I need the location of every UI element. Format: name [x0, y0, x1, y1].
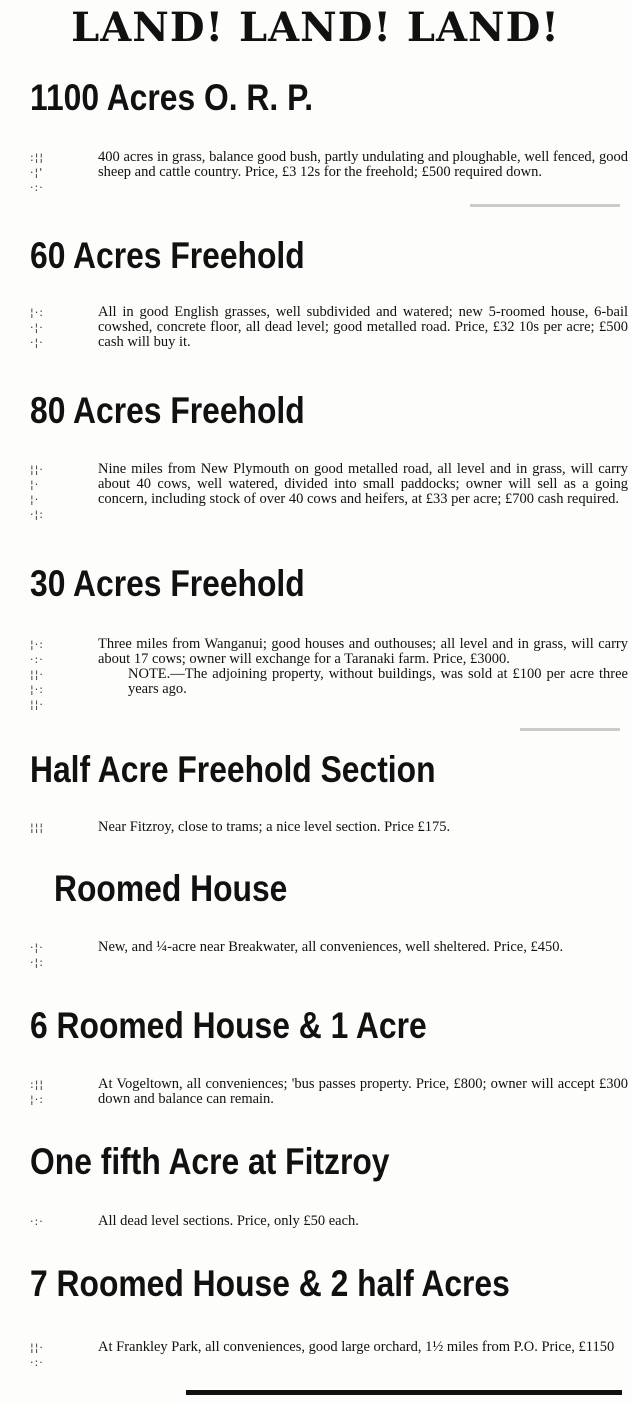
bottom-rule	[186, 1390, 622, 1395]
scan-marks: ¦¦· ¦· ¦· ·¦:	[30, 463, 44, 521]
scan-marks: :¦¦ ·¦' ·:·	[30, 151, 45, 194]
scan-marks: ¦·: ·:· ¦¦· ¦·: ¦¦·	[30, 638, 44, 711]
scan-marks: :¦¦ ¦·:	[30, 1078, 45, 1106]
listing-note-30-acres: NOTE.—The adjoining property, without buildings, was sold at £100 per acre three years ago.	[128, 666, 628, 697]
listing-heading-7-roomed: 7 Roomed House & 2 half Acres	[30, 1263, 510, 1304]
scan-marks: ¦¦· ·:·	[30, 1341, 44, 1369]
listing-body-6-roomed: At Vogeltown, all conveniences; 'bus passes property. Price, £800; owner will accept £300 down and balance can remain.	[98, 1076, 628, 1107]
listing-heading-30-acres: 30 Acres Freehold	[30, 563, 305, 604]
scan-smudge	[470, 204, 620, 207]
listing-body-roomed-house: New, and ¼-acre near Breakwater, all conveniences, well sheltered. Price, £450.	[98, 939, 564, 955]
listing-body-30-acres: Three miles from Wanganui; good houses and outhouses; all level and in grass, will carry about 17 cows; owner will exchange for a Taranaki farm. Price, £3000. NOTE.—The adjoining property, without buildings, was sold at £100 per acre three years ago.	[98, 636, 628, 697]
listing-heading-6-roomed: 6 Roomed House & 1 Acre	[30, 1005, 427, 1046]
scan-marks: ·:·	[30, 1215, 44, 1228]
scan-marks: ¦·: ·¦· ·¦·	[30, 306, 44, 349]
listing-body-one-fifth: All dead level sections. Price, only £50 each.	[98, 1213, 359, 1229]
listing-heading-roomed-house: Roomed House	[54, 868, 288, 909]
listing-body-half-acre: Near Fitzroy, close to trams; a nice level section. Price £175.	[98, 819, 451, 835]
listing-heading-half-acre: Half Acre Freehold Section	[30, 749, 436, 790]
scan-marks: ·¦· ·¦:	[30, 941, 44, 969]
listing-body-1100-acres: 400 acres in grass, balance good bush, partly undulating and ploughable, well fenced, good sheep and cattle country. Price, £3 12s for the freehold; £500 required down.	[98, 149, 628, 180]
listing-heading-80-acres: 80 Acres Freehold	[30, 390, 305, 431]
listing-heading-60-acres: 60 Acres Freehold	[30, 235, 305, 276]
listing-body-60-acres: All in good English grasses, well subdivided and watered; new 5-roomed house, 6-bail cowshed, concrete floor, all dead level; good metalled road. Price, £32 10s per acre; £500 cash will buy it.	[98, 304, 628, 350]
listing-body-7-roomed: At Frankley Park, all conveniences, good large orchard, 1½ miles from P.O. Price, £1150	[98, 1339, 615, 1355]
page-title: LAND! LAND! LAND!	[71, 4, 560, 51]
listing-body-80-acres: Nine miles from New Plymouth on good metalled road, all level and in grass, will carry about 40 cows, well watered, divided into small paddocks; owner will sell as a going concern, including stock of over 40 cows and heifers, at £33 per acre; £700 cash required.	[98, 461, 628, 507]
listing-heading-one-fifth: One fifth Acre at Fitzroy	[30, 1141, 390, 1182]
scan-marks: ¦¦¦	[30, 821, 45, 834]
scan-smudge	[520, 728, 620, 731]
listing-heading-1100-acres: 1100 Acres O. R. P.	[30, 77, 314, 118]
